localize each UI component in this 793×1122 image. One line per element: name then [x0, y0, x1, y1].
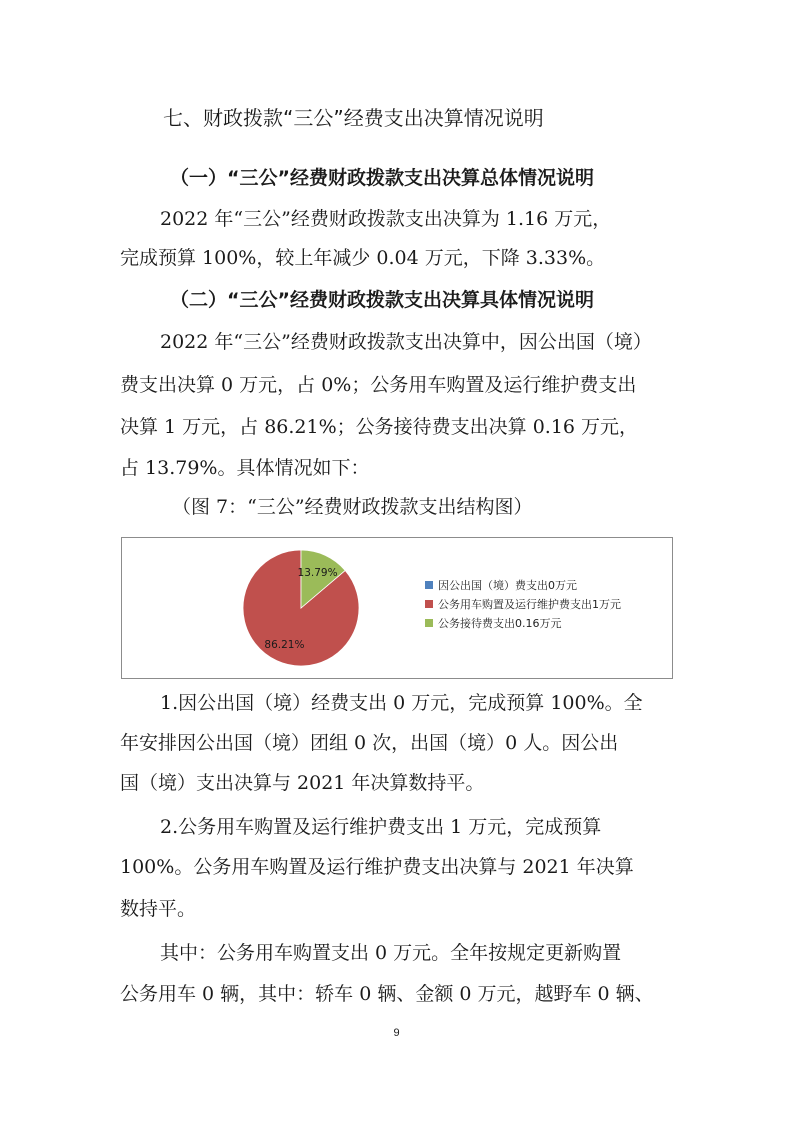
paragraph-line: 决算 1 万元，占 86.21%；公务接待费支出决算 0.16 万元，	[120, 416, 639, 438]
subsection-title-2: （二）“三公”经费财政拨款支出决算具体情况说明	[170, 289, 594, 311]
chart-legend	[425, 575, 621, 632]
section-title: 七、财政拨款“三公”经费支出决算情况说明	[163, 106, 544, 130]
paragraph-line: 100%。公务用车购置及运行维护费支出决算与 2021 年决算	[120, 856, 634, 878]
paragraph-line: 数持平。	[120, 898, 197, 920]
pie-slice-label-2: 13.79%	[297, 567, 338, 580]
page-number: 9	[393, 1027, 400, 1039]
paragraph-line: 占 13.79%。具体情况如下：	[120, 457, 370, 479]
legend-swatch	[425, 619, 433, 627]
legend-swatch	[425, 600, 433, 608]
paragraph-line: 年安排因公出国（境）团组 0 次，出国（境）0 人。因公出	[120, 732, 619, 754]
paragraph-line: 费支出决算 0 万元，占 0%；公务用车购置及运行维护费支出	[120, 374, 637, 396]
paragraph-line: 1.因公出国（境）经费支出 0 万元，完成预算 100%。全	[160, 692, 643, 714]
figure-caption: （图 7：“三公”经费财政拨款支出结构图）	[172, 496, 533, 518]
legend-swatch	[425, 581, 433, 589]
pie-slice-label-1: 86.21%	[264, 638, 305, 651]
paragraph-line: 2022 年“三公”经费财政拨款支出决算中，因公出国（境）	[160, 331, 652, 353]
legend-label: 公务接待费支出0.16万元	[438, 616, 562, 630]
paragraph-line: 国（境）支出决算与 2021 年决算数持平。	[120, 772, 485, 794]
legend-item-2	[425, 613, 621, 632]
pie-chart	[121, 537, 673, 679]
paragraph-line: 公务用车 0 辆，其中：轿车 0 辆、金额 0 万元，越野车 0 辆、	[120, 983, 654, 1005]
legend-label: 公务用车购置及运行维护费支出1万元	[438, 597, 621, 611]
legend-label: 因公出国（境）费支出0万元	[438, 578, 577, 592]
legend-item-0	[425, 575, 621, 594]
paragraph-line: 2022 年“三公”经费财政拨款支出决算为 1.16 万元，	[160, 208, 612, 230]
subsection-title-1: （一）“三公”经费财政拨款支出决算总体情况说明	[170, 167, 594, 189]
paragraph-line: 其中：公务用车购置支出 0 万元。全年按规定更新购置	[160, 942, 622, 964]
paragraph-line: 完成预算 100%，较上年减少 0.04 万元，下降 3.33%。	[120, 247, 606, 269]
legend-item-1	[425, 594, 621, 613]
paragraph-line: 2.公务用车购置及运行维护费支出 1 万元，完成预算	[160, 816, 602, 838]
